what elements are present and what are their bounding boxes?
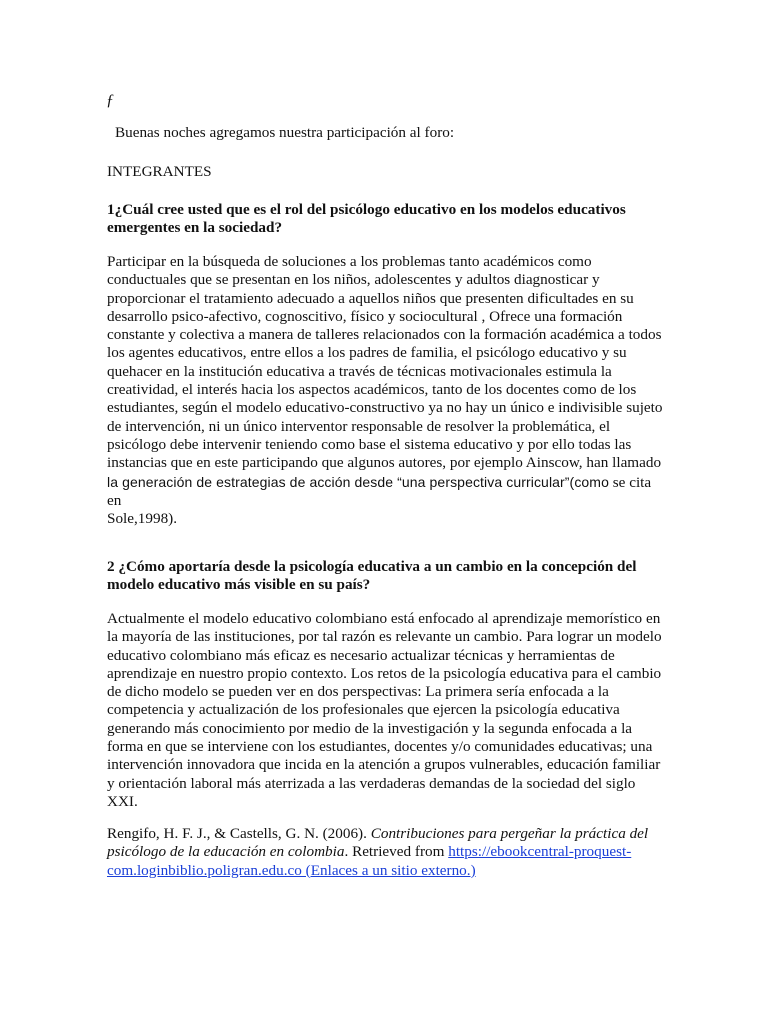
question-1-line: 1¿Cuál cree usted que es el rol del psicólogo educativo en los modelos educativos (107, 201, 626, 218)
answer-1-alt-font-text: la generación de estrategias de acción desde “una perspectiva curricular”(como (107, 473, 609, 490)
reference-line-1 (107, 825, 667, 843)
answer-1-line: instancias que en este participando que algunos autores, por ejemplo Ainscow, han llamado (107, 454, 662, 472)
question-1-line: emergentes en la sociedad? (107, 219, 283, 237)
answer-1-line: quehacer en la institución educativa a través de técnicas motivacionales estimula la (107, 362, 612, 380)
answer-2-line: y orientación laboral más aterrizada a las verdaderas demandas de la sociedad del siglo (107, 774, 636, 792)
answer-1-line: los agentes educativos, entre ellos a los padres de familia, el psicólogo educativo y su (107, 344, 627, 362)
integrantes-heading: INTEGRANTES (107, 163, 212, 180)
greeting-text: Buenas noches agregamos nuestra participación al foro: (115, 124, 455, 141)
answer-1-line: Sole,1998). (107, 510, 178, 528)
answer-2-line: educativo colombiano más eficaz es necesario actualizar técnicas y herramientas de (107, 646, 615, 664)
reference (107, 825, 667, 880)
reference-retrieved: . Retrieved from (344, 843, 449, 861)
answer-2-line: competencia y actualización de los profesionales que ejercen la psicología educativa (107, 701, 620, 719)
answer-1-line: constante y colectiva a manera de talleres relacionados con la formación académica a todos (107, 326, 662, 344)
reference-title: Contribuciones para pergeñar la práctica del (370, 825, 649, 842)
answer-1-line: psicólogo debe intervenir teniendo como base el sistema educativo y por ello todas las (107, 435, 632, 453)
answer-1-line (107, 473, 667, 511)
reference-link[interactable]: com.loginbiblio.poligran.edu.co (Enlaces a un sitio externo.) (107, 861, 476, 879)
answer-2-line: Actualmente el modelo educativo colombiano está enfocado al aprendizaje memorístico en (107, 610, 661, 627)
question-2-line: modelo educativo más visible en su país? (107, 576, 371, 594)
reference-title: psicólogo de la educación en colombia (107, 843, 345, 861)
answer-2-line: forma en que se interviene con los estudiantes, docentes y/o comunidades educativas; una (107, 738, 653, 756)
answer-1-line: de intervención, ni un único interventor responsable de resolver la problemática, el (107, 417, 611, 435)
answer-1 (107, 253, 667, 528)
answer-1-line: Participar en la búsqueda de soluciones a los problemas tanto académicos como (107, 253, 592, 270)
answer-2-line: intervención innovadora que incida en la atención a grupos vulnerables, educación familiar (107, 756, 661, 774)
question-2-line: 2 ¿Cómo aportaría desde la psicología educativa a un cambio en la concepción del (107, 558, 637, 575)
answer-2-line: de dicho modelo se pueden ver en dos perspectivas: La primera sería enfocada a la (107, 683, 609, 701)
reference-line-2 (107, 843, 667, 861)
reference-link[interactable]: https://ebookcentral-proquest- (448, 843, 632, 861)
function-mark: ƒ (106, 92, 114, 109)
answer-1-tail-text: se cita en (107, 473, 652, 509)
reference-authors: Rengifo, H. F. J., & Castells, G. N. (2006). (107, 825, 371, 842)
answer-2-line: aprendizaje en nuestro propio contexto. Los retos de la psicología educativa para el cambio (107, 664, 662, 682)
answer-1-line: estudiantes, según el modelo educativo-constructivo ya no hay un único e indivisible sujeto (107, 399, 663, 417)
answer-2-line: generando más conocimiento por medio de la investigación y la segunda enfocada a la (107, 719, 633, 737)
answer-2 (107, 610, 667, 811)
question-2 (107, 558, 667, 595)
answer-1-line: desarrollo psico-afectivo, cognoscitivo, físico y sociocultural , Ofrece una formación (107, 307, 623, 325)
answer-1-line: proporcionar el tratamiento adecuado a aquellos niños que presenten dificultades en su (107, 289, 634, 307)
answer-2-line: la mayoría de las instituciones, por tal razón es relevante un cambio. Para lograr un modelo (107, 628, 662, 646)
answer-1-line: conductuales que se presentan en los niños, adolescentes y adultos diagnosticar y (107, 271, 600, 289)
reference-line-3 (107, 862, 667, 880)
answer-1-line: creatividad, el interés hacia los aspectos académicos, tanto de los docentes como de los (107, 381, 637, 399)
answer-2-line: XXI. (107, 792, 138, 810)
question-1 (107, 201, 667, 238)
